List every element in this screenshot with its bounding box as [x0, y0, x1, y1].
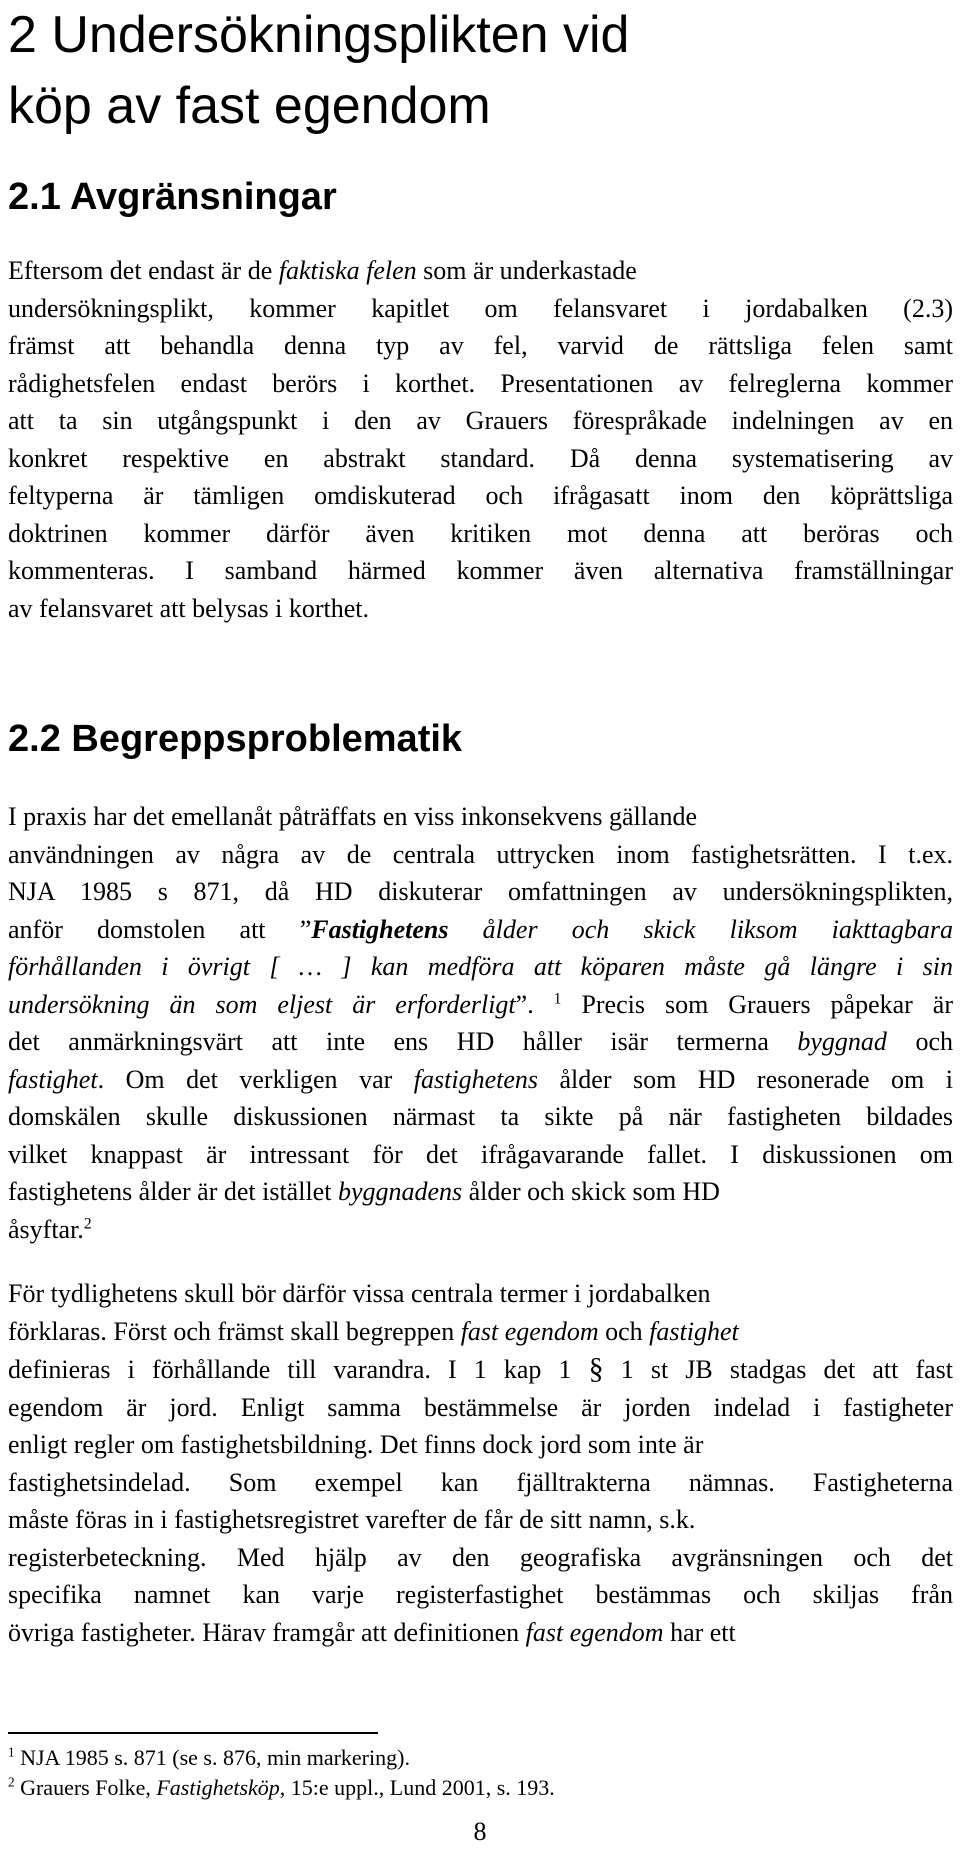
- text-line: främst att behandla denna typ av fel, varvid de rättsliga felen samt: [8, 331, 953, 360]
- text-line: måste föras in i fastighetsregistret varefter de får de sitt namn, s.k.: [8, 1505, 696, 1534]
- text-line: att ta sin utgångspunkt i den av Grauers förespråkade indelningen av en: [8, 406, 953, 435]
- footnote-ref-2: 2: [83, 1214, 92, 1232]
- text-line: specifika namnet kan varje registerfastighet bestämmas och skiljas från: [8, 1580, 953, 1609]
- footnote-2: $^2$ Grauers Folke, Fastighetsköp, 15:e uppl., Lund 2001, s. 193.: [8, 1774, 555, 1800]
- text-line: domskälen skulle diskussionen närmast ta sikte på när fastigheten bildades: [8, 1102, 953, 1131]
- text-line: åsyftar.$^2$: [8, 1214, 92, 1244]
- page-number: 8: [473, 1817, 487, 1846]
- text-line: NJA 1985 s 871, då HD diskuterar omfattningen av undersökningsplikten,: [8, 877, 953, 906]
- text-line: feltyperna är tämligen omdiskuterad och ifrågasatt inom den köprättsliga: [8, 481, 953, 510]
- footnote-separator: [8, 1732, 378, 1734]
- footnote-ref-1: 1: [553, 989, 562, 1007]
- text-line: övriga fastigheter. Härav framgår att definitionen fast egendom har ett: [8, 1617, 736, 1647]
- paragraph-avgransningar: [8, 252, 953, 627]
- text-line: användningen av några av de centrala uttrycken inom fastighetsrätten. I t.ex.: [8, 839, 953, 869]
- chapter-heading-line: köp av fast egendom: [8, 77, 491, 135]
- text-line: definieras i förhållande till varandra. I 1 kap 1 § 1 st JB stadgas det att fast: [8, 1352, 953, 1385]
- text-line: fastighetens ålder är det istället byggnadens ålder och skick som HD: [8, 1177, 720, 1206]
- text-line: fastighetsindelad. Som exempel kan fjälltrakterna nämnas. Fastigheterna: [8, 1467, 953, 1497]
- text-line: Eftersom det endast är de faktiska felen som är underkastade: [8, 256, 637, 285]
- text-line: konkret respektive en abstrakt standard. Då denna systematisering av: [8, 443, 953, 473]
- chapter-heading-line: 2 Undersökningsplikten vid: [8, 6, 630, 64]
- text-line: registerbeteckning. Med hjälp av den geografiska avgränsningen och det: [8, 1542, 953, 1572]
- section-heading-2-1: 2.1 Avgränsningar: [8, 176, 337, 218]
- text-line: För tydlighetens skull bör därför vissa centrala termer i jordabalken: [8, 1279, 711, 1308]
- text-line: rådighetsfelen endast berörs i korthet. Presentationen av felreglerna kommer: [8, 368, 953, 398]
- text-line: förhållanden i övrigt [ … ] kan medföra att köparen måste gå längre i sin: [8, 952, 953, 981]
- text-line: undersökningsplikt, kommer kapitlet om felansvaret i jordabalken (2.3): [8, 293, 953, 323]
- text-line: undersökning än som eljest är erforderligt”. $^1$ Precis som Grauers påpekar är: [8, 989, 953, 1019]
- text-line: anför domstolen att ”Fastighetens ålder och skick liksom iakttagbara: [8, 914, 953, 944]
- footnote-mark: 1: [8, 1744, 15, 1760]
- text-line: kommenteras. I samband härmed kommer även alternativa framställningar: [8, 556, 953, 585]
- text-line: fastighet. Om det verkligen var fastighetens ålder som HD resonerade om i: [8, 1064, 953, 1094]
- text-line: doktrinen kommer därför även kritiken mot denna att beröras och: [8, 518, 953, 548]
- text-line: egendom är jord. Enligt samma bestämmelse är jorden indelad i fastigheter: [8, 1392, 953, 1422]
- text-line: enligt regler om fastighetsbildning. Det finns dock jord som inte är: [8, 1430, 704, 1459]
- paragraph-tydlighet: [8, 1275, 953, 1651]
- footnote-1: $^1$ NJA 1985 s. 871 (se s. 876, min markering).: [8, 1744, 410, 1770]
- text-line: vilket knappast är intressant för det ifrågavarande fallet. I diskussionen om: [8, 1139, 953, 1169]
- chapter-heading: [8, 0, 948, 142]
- paragraph-praxis: [8, 798, 953, 1248]
- text-line: det anmärkningsvärt att inte ens HD håller isär termerna byggnad och: [8, 1027, 953, 1056]
- text-line: förklaras. Först och främst skall begreppen fast egendom och fastighet: [8, 1316, 739, 1346]
- text-line: I praxis har det emellanåt påträffats en viss inkonsekvens gällande: [8, 802, 698, 831]
- footnote-mark: 2: [8, 1774, 15, 1790]
- section-heading-2-2: 2.2 Begreppsproblematik: [8, 718, 463, 760]
- text-line: av felansvaret att belysas i korthet.: [8, 593, 369, 623]
